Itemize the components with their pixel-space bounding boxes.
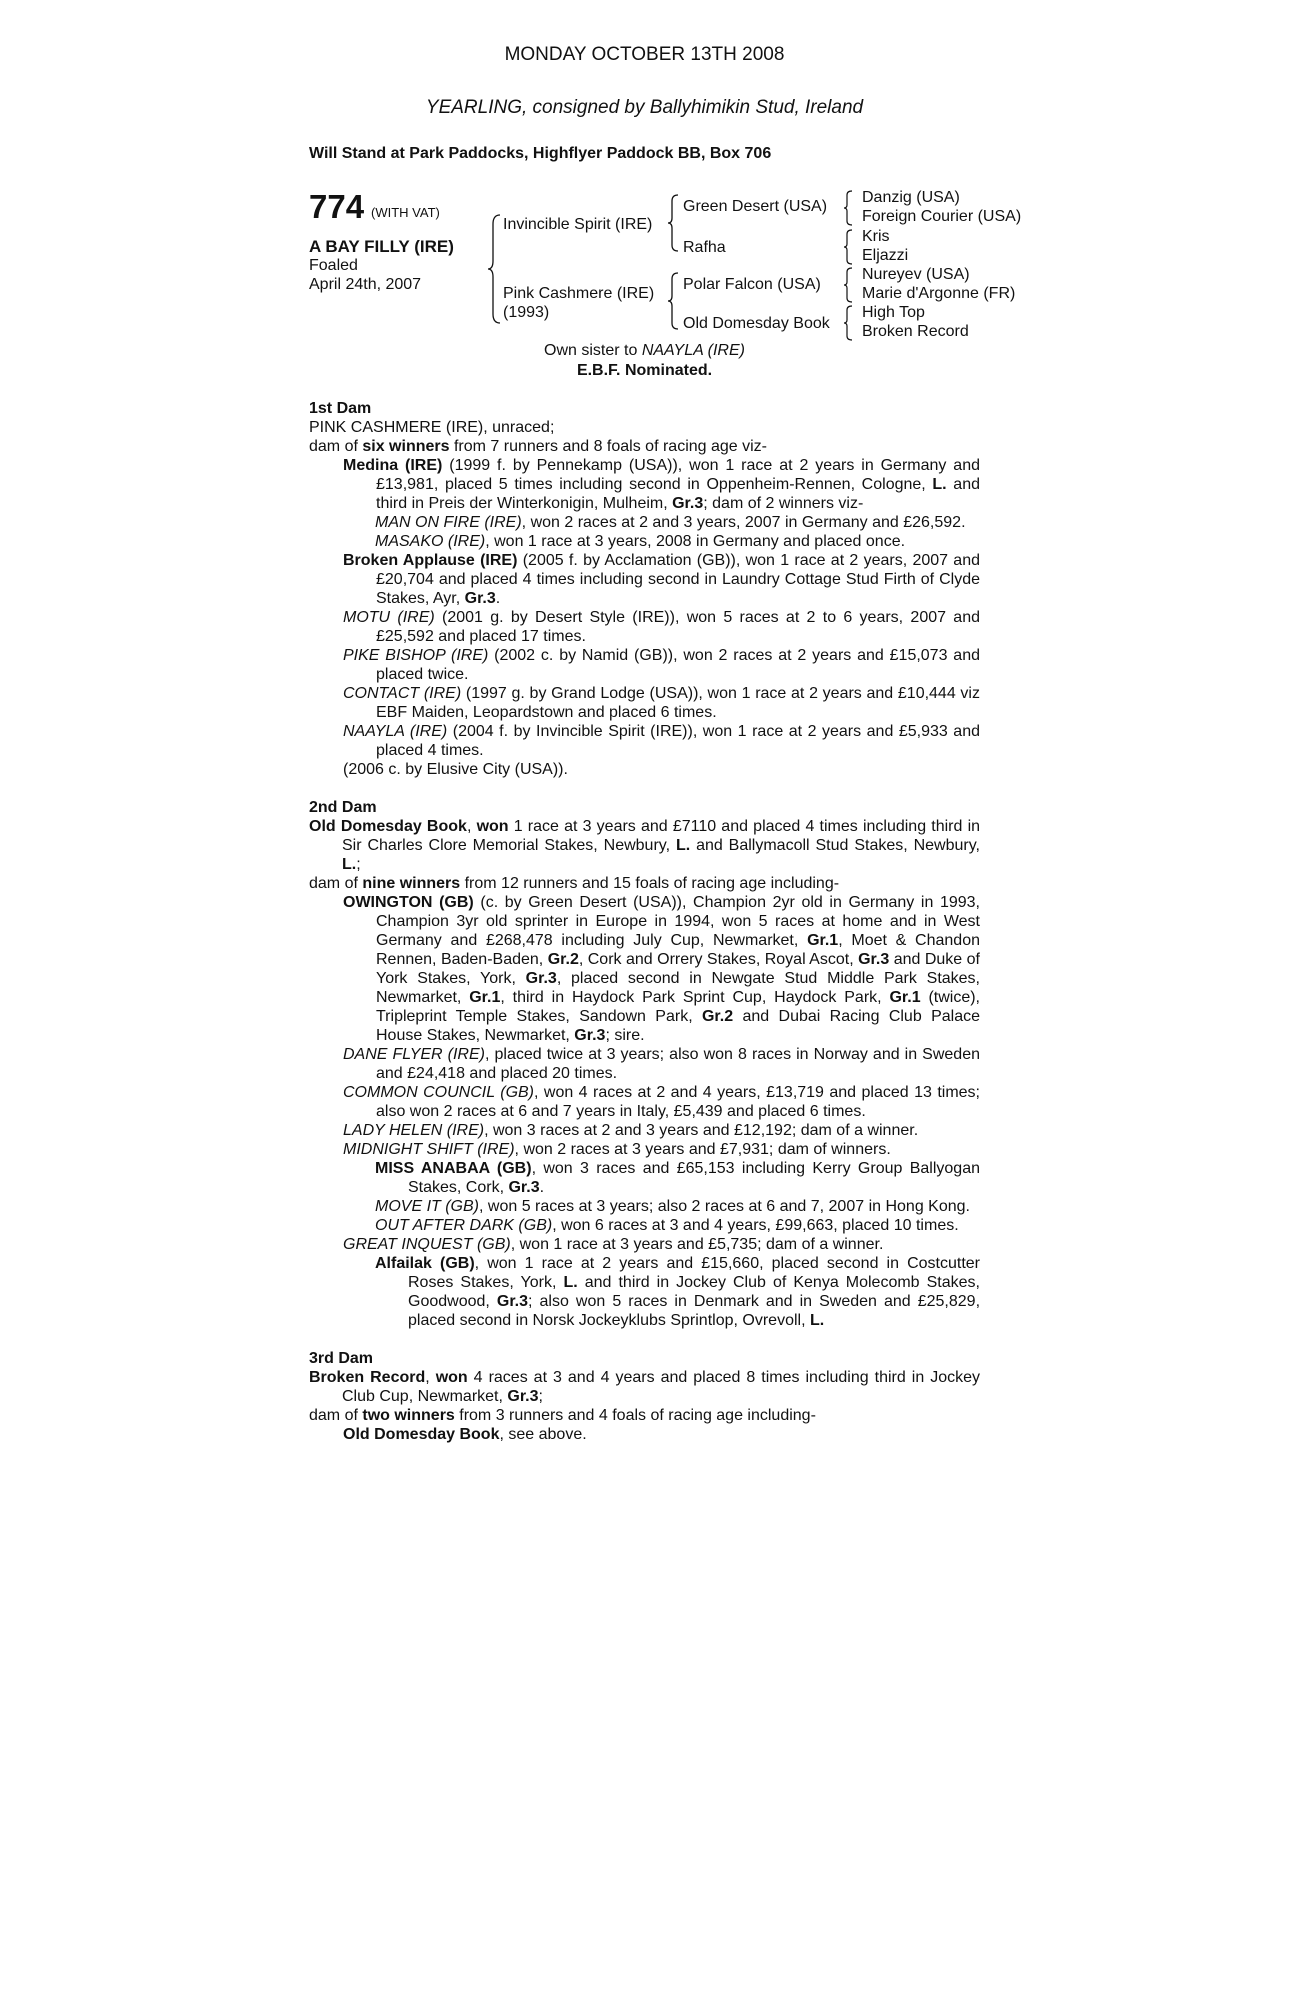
produce-entry-move-it: MOVE IT (GB), won 5 races at 3 years; also 2 races at 6 and 7, 2007 in Hong Kong.: [375, 1198, 970, 1215]
produce-entry-old-domesday-book: Old Domesday Book, see above.: [343, 1426, 587, 1443]
pedigree-dsd: Marie d'Argonne (FR): [862, 285, 1016, 302]
pedigree-sss: Danzig (USA): [862, 189, 960, 206]
second-dam-heading: 2nd Dam: [309, 799, 377, 816]
pedigree-brace-gs2: [843, 229, 853, 265]
third-dam-heading: 3rd Dam: [309, 1350, 374, 1367]
pedigree-ddd: Broken Record: [862, 323, 969, 340]
pedigree-dam-dam: Old Domesday Book: [683, 315, 830, 332]
consignor-line: YEARLING, consigned by Ballyhimikin Stud, Ireland: [425, 97, 864, 118]
foaled-info: [309, 256, 421, 294]
produce-entry-masako: MASAKO (IRE), won 1 race at 3 years, 2008 in Germany and placed once.: [375, 533, 906, 550]
produce-entry-man-on-fire: MAN ON FIRE (IRE), won 2 races at 2 and 3 years, 2007 in Germany and £26,592.: [375, 514, 966, 531]
pedigree-brace-sire: [667, 194, 679, 252]
produce-entry-pike-bishop: PIKE BISHOP (IRE) (2002 c. by Namid (GB)), won 2 races at 2 years and £15,073 and placed twice.: [343, 647, 981, 683]
pedigree-sire-dam: Rafha: [683, 239, 726, 256]
produce-entry-motu: MOTU (IRE) (2001 g. by Desert Style (IRE)), won 5 races at 2 to 6 years, 2007 and £25,592 and placed 17 times.: [343, 609, 980, 645]
produce-entry-contact: CONTACT (IRE) (1997 g. by Grand Lodge (USA)), won 1 race at 2 years and £10,444 viz EBF Maiden, Leopardstown and placed 6 times.: [343, 685, 980, 721]
produce-entry-dane-flyer: DANE FLYER (IRE), placed twice at 3 years; also won 8 races in Norway and in Sweden and £24,418 and placed 20 times.: [343, 1046, 980, 1082]
third-dam-record: Broken Record, won 4 races at 3 and 4 years and placed 8 times including third in Jockey Club Cup, Newmarket, Gr.3;: [309, 1369, 980, 1405]
lot-number: 774: [309, 188, 365, 225]
pedigree-dss: Nureyev (USA): [862, 266, 970, 283]
stand-location: Will Stand at Park Paddocks, Highflyer Paddock BB, Box 706: [309, 145, 772, 162]
pedigree-dam: Pink Cashmere (IRE): [503, 285, 655, 302]
own-sister-note: [0, 342, 1289, 360]
second-dam-produce-summary: dam of nine winners from 12 runners and 15 foals of racing age including-: [309, 875, 840, 892]
pedigree-sire: Invincible Spirit (IRE): [503, 216, 653, 233]
third-dam-produce-summary: dam of two winners from 3 runners and 4 foals of racing age including-: [309, 1407, 816, 1424]
pedigree-brace-dam: [667, 272, 679, 330]
sale-date: MONDAY OCTOBER 13TH 2008: [504, 44, 785, 65]
produce-entry-owington: OWINGTON (GB) (c. by Green Desert (USA)), Champion 2yr old in Germany in 1993, Champion 3yr old sprinter in Europe in 1994, won 5 races at home and in West Germany and £268,478 including July Cup, Newmarket, Gr.1, Moet & Chandon Rennen, Baden-Baden, Gr.2, Cork and Orrery Stakes, Royal Ascot, Gr.3 and Duke of York Stakes, York, Gr.3, placed second in Newgate Stud Middle Park Stakes, Newmarket, Gr.1, third in Haydock Park Sprint Cup, Haydock Park, Gr.1 (twice), Tripleprint Temple Stakes, Sandown Park, Gr.2 and Dubai Racing Club Palace House Stakes, Newmarket, Gr.3; sire.: [343, 894, 981, 1044]
pedigree-brace-gs3: [843, 267, 853, 303]
produce-entry-alfailak: Alfailak (GB), won 1 race at 2 years and £15,660, placed second in Costcutter Roses Stakes, York, L. and third in Jockey Club of Kenya Molecomb Stakes, Goodwood, Gr.3; also won 5 races in Denmark and in Sweden and £25,829, placed second in Norsk Jockeyklubs Sprintlop, Ovrevoll, L.: [375, 1255, 981, 1329]
produce-entry-great-inquest: GREAT INQUEST (GB), won 1 race at 3 years and £5,735; dam of a winner.: [343, 1236, 884, 1253]
first-dam-heading: 1st Dam: [309, 400, 372, 417]
produce-entry-2006-colt: (2006 c. by Elusive City (USA)).: [343, 761, 568, 778]
catalogue-body: [309, 399, 980, 1444]
first-dam-produce-summary: dam of six winners from 7 runners and 8 foals of racing age viz-: [309, 438, 768, 455]
foaled-date: April 24th, 2007: [309, 276, 422, 293]
produce-entry-out-after-dark: OUT AFTER DARK (GB), won 6 races at 3 and 4 years, £99,663, placed 10 times.: [375, 1217, 959, 1234]
pedigree-brace-gs4: [843, 305, 853, 341]
produce-entry-broken-applause: Broken Applause (IRE) (2005 f. by Acclamation (GB)), won 1 race at 2 years, 2007 and £20,704 and placed 4 times including second in Laundry Cottage Stud Firth of Clyde Stakes, Ayr, Gr.3.: [343, 552, 981, 607]
vat-label: (WITH VAT): [371, 205, 440, 220]
second-dam-record: Old Domesday Book, won 1 race at 3 years and £7110 and placed 4 times including third in Sir Charles Clore Memorial Stakes, Newbury, L. and Ballymacoll Stud Stakes, Newbury, L.;: [309, 818, 981, 873]
first-dam-line: PINK CASHMERE (IRE), unraced;: [309, 419, 555, 436]
produce-entry-midnight-shift: MIDNIGHT SHIFT (IRE), won 2 races at 3 years and £7,931; dam of winners.: [343, 1141, 891, 1158]
pedigree-ssd: Foreign Courier (USA): [862, 208, 1022, 225]
pedigree-sdd: Eljazzi: [862, 247, 909, 264]
produce-entry-common-council: COMMON COUNCIL (GB), won 4 races at 2 and 4 years, £13,719 and placed 13 times; also won 2 races at 6 and 7 years in Italy, £5,439 and placed 6 times.: [343, 1084, 980, 1120]
horse-name: A BAY FILLY (IRE): [309, 237, 454, 256]
pedigree-dds: High Top: [862, 304, 925, 321]
pedigree-brace-gs1: [843, 190, 853, 226]
pedigree-brace-main: [487, 214, 501, 324]
own-sister-prefix: Own sister to: [544, 342, 642, 359]
produce-entry-naayla: NAAYLA (IRE) (2004 f. by Invincible Spirit (IRE)), won 1 race at 2 years and £5,933 and placed 4 times.: [343, 723, 981, 759]
ebf-note: E.B.F. Nominated.: [576, 362, 713, 379]
produce-entry-lady-helen: LADY HELEN (IRE), won 3 races at 2 and 3 years and £12,192; dam of a winner.: [343, 1122, 919, 1139]
pedigree-sire-sire: Green Desert (USA): [683, 198, 828, 215]
foaled-label: Foaled: [309, 257, 358, 274]
pedigree-dam-year: (1993): [503, 304, 550, 321]
produce-entry-medina: Medina (IRE) (1999 f. by Pennekamp (USA)), won 1 race at 2 years in Germany and £13,981, placed 5 times including second in Oppenheim-Rennen, Cologne, L. and third in Preis der Winterkonigin, Mulheim, Gr.3; dam of 2 winners viz-: [343, 457, 980, 512]
pedigree-dam-sire: Polar Falcon (USA): [683, 276, 821, 293]
produce-entry-miss-anabaa: MISS ANABAA (GB), won 3 races and £65,153 including Kerry Group Ballyogan Stakes, Cork, Gr.3.: [375, 1160, 981, 1196]
pedigree-sds: Kris: [862, 228, 890, 245]
own-sister-name: NAAYLA (IRE): [641, 342, 745, 359]
